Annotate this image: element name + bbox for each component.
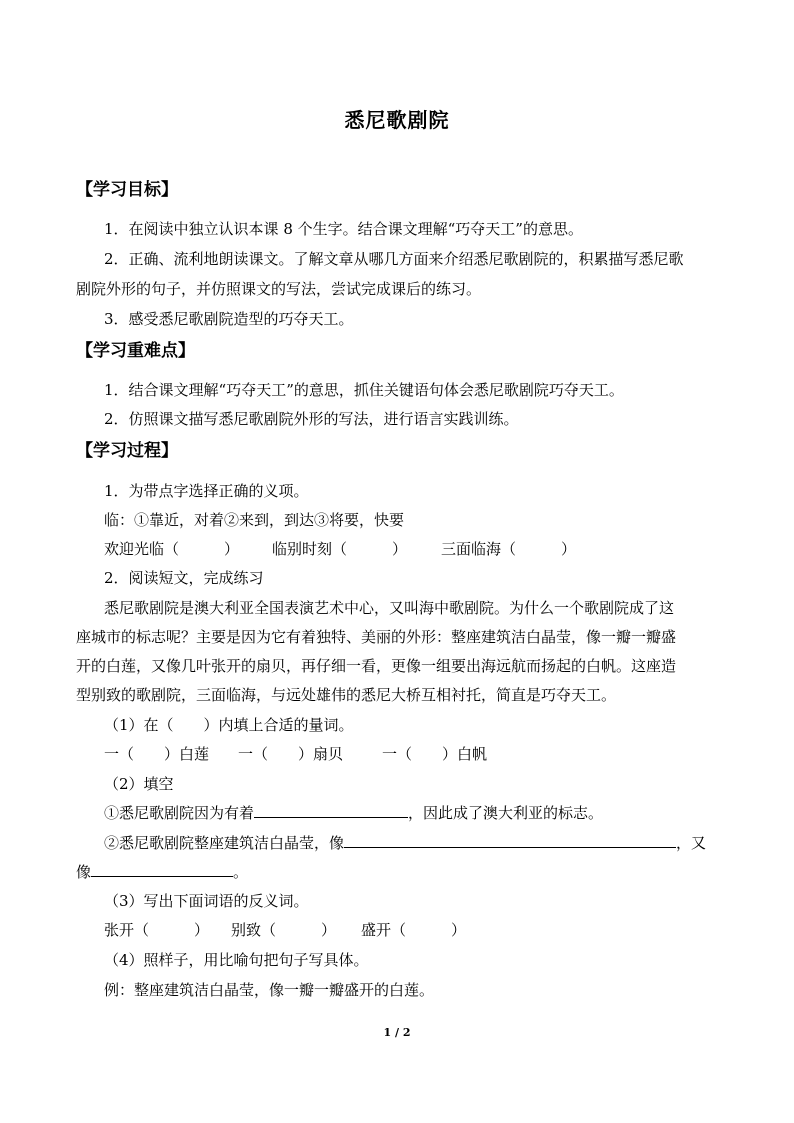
page-number: 1 / 2 <box>383 1026 411 1039</box>
document-title: 悉尼歌剧院 <box>344 108 450 132</box>
fill-2-blank[interactable] <box>344 833 676 848</box>
fill-2-suffix: ，又 <box>676 834 707 852</box>
fill-2-line-2-prefix: 像 <box>76 863 92 881</box>
key-points-heading: 【学习重难点】 <box>76 341 195 361</box>
measure-word-item-2: 一（ ）扇贝 <box>238 745 344 763</box>
passage-line-4: 型别致的歌剧院，三面临海，与远处雄伟的悉尼大桥互相衬托，简直是巧夺天工。 <box>76 686 617 704</box>
fill-1-blank[interactable] <box>254 803 408 818</box>
key-point-item-1: 1．结合课文理解“巧夺天工”的意思，抓住关键语句体会悉尼歌剧院巧夺天工。 <box>104 381 624 399</box>
antonym-item-2: 别致（ ） <box>231 921 337 939</box>
q1-item-1: 欢迎光临（ ） <box>104 540 240 558</box>
measure-word-item-3: 一（ ）白帆 <box>382 745 488 763</box>
question-2: 2．阅读短文，完成练习 <box>104 569 264 587</box>
passage-line-3: 开的白莲，又像几叶张开的扇贝，再仔细一看，更像一组要出海远航而扬起的白帆。这座造 <box>76 657 677 675</box>
process-heading: 【学习过程】 <box>76 441 178 461</box>
example-sentence: 例：整座建筑洁白晶莹，像一瓣一瓣盛开的白莲。 <box>104 981 435 999</box>
goals-heading: 【学习目标】 <box>76 180 178 200</box>
sub-question-3: （3）写出下面词语的反义词。 <box>104 892 309 910</box>
key-point-item-2: 2．仿照课文描写悉尼歌剧院外形的写法，进行语言实践训练。 <box>104 410 519 428</box>
goal-item-1: 1．在阅读中独立认识本课 8 个生字。结合课文理解“巧夺天工”的意思。 <box>104 220 583 238</box>
sub-question-1: （1）在（ ）内填上合适的量词。 <box>104 716 354 734</box>
fill-2-line-2-blank[interactable] <box>91 862 233 877</box>
question-1: 1．为带点字选择正确的义项。 <box>104 482 309 500</box>
definitions-line: 临：①靠近，对着②来到，到达③将要，快要 <box>104 511 405 529</box>
goal-item-2-line-2: 剧院外形的句子，并仿照课文的写法，尝试完成课后的练习。 <box>76 280 482 298</box>
antonym-item-1: 张开（ ） <box>104 921 210 939</box>
fill-line-2 <box>104 833 706 853</box>
fill-1-prefix: ①悉尼歌剧院因为有着 <box>104 804 255 822</box>
fill-2-prefix: ②悉尼歌剧院整座建筑洁白晶莹，像 <box>104 834 345 852</box>
q1-item-2: 临别时刻（ ） <box>272 540 408 558</box>
passage-line-2: 座城市的标志呢？主要是因为它有着独特、美丽的外形：整座建筑洁白晶莹，像一瓣一瓣盛 <box>76 628 677 646</box>
sub-question-2: （2）填空 <box>104 775 174 793</box>
measure-word-item-1: 一（ ）白莲 <box>104 745 210 763</box>
fill-2-line-2-suffix: 。 <box>233 863 249 881</box>
sub-question-4: （4）照样子，用比喻句把句子写具体。 <box>104 951 369 969</box>
goal-item-3: 3．感受悉尼歌剧院造型的巧夺天工。 <box>104 310 354 328</box>
antonym-item-3: 盛开（ ） <box>361 921 467 939</box>
goal-item-2-line-1: 2．正确、流利地朗读课文。了解文章从哪几方面来介绍悉尼歌剧院的，积累描写悉尼歌 <box>104 250 684 268</box>
passage-line-1: 悉尼歌剧院是澳大利亚全国表演艺术中心，又叫海中歌剧院。为什么一个歌剧院成了这 <box>104 599 675 617</box>
fill-1-suffix: ，因此成了澳大利亚的标志。 <box>408 804 604 822</box>
q1-item-3: 三面临海（ ） <box>441 540 577 558</box>
fill-line-1 <box>104 803 603 823</box>
fill-line-2-continued <box>76 862 248 882</box>
